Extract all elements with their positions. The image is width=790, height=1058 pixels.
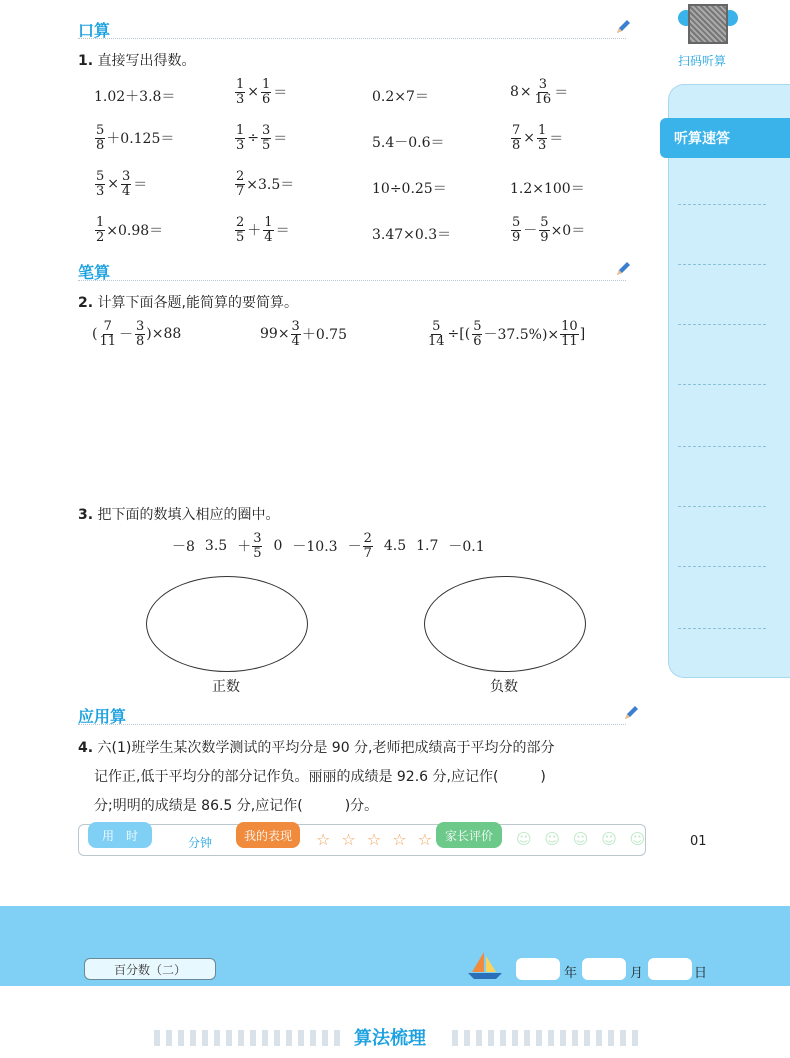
time-label: 用 时 <box>88 822 152 848</box>
chapter-label: 百分数（二） <box>84 958 216 980</box>
month-label: 月 <box>630 966 644 981</box>
scan-label[interactable]: 扫码听算 <box>678 54 727 68</box>
fraction: $\frac{1}{4}$ <box>264 215 273 245</box>
question-text: 计算下面各题,能简算的要简算。 <box>97 295 298 311</box>
expr-r4c2: $\frac{2}{5}$ ＋ $\frac{1}{4}$ ＝ <box>236 215 290 245</box>
fraction: $\frac{3}{8}$ <box>136 319 145 349</box>
answer-line[interactable] <box>678 628 766 629</box>
performance-label: 我的表现 <box>236 822 300 848</box>
q2-expr-3: $\frac{5}{14}$ ÷[( $\frac{5}{6}$ －37.5%)× $\frac{10}{11}$ ] <box>428 319 586 349</box>
fraction: $\frac{2}{5}$ <box>236 215 245 245</box>
section-title-applied: 应用算 <box>78 707 127 726</box>
fraction: $\frac{2}{7}$ <box>363 531 372 561</box>
question-number: 2. <box>78 295 94 311</box>
negative-circle[interactable] <box>424 576 586 672</box>
fraction: $\frac{7}{8}$ <box>512 123 521 153</box>
answer-line[interactable] <box>678 264 766 265</box>
sidebar-tab[interactable]: 听算速答 <box>660 118 790 158</box>
number: －0.1 <box>448 539 485 556</box>
expr-r1c2: $\frac{1}{3}$ × $\frac{1}{6}$ ＝ <box>236 77 288 107</box>
q3-number-list: －8 3.5 ＋ $\frac{3}{5}$ 0 －10.3 － $\frac{2}{7}$ 4.5 1.7 －0.1 <box>172 531 485 561</box>
number: 0 <box>273 538 283 555</box>
expr-r3c3: 10÷0.25＝ <box>372 181 447 197</box>
fraction: $\frac{5}{8}$ <box>96 123 105 153</box>
question-1 <box>78 50 196 70</box>
section-divider <box>78 38 626 39</box>
answer-line[interactable] <box>678 446 766 447</box>
answer-line[interactable] <box>678 384 766 385</box>
fraction: $\frac{3}{5}$ <box>262 123 271 153</box>
fraction: $\frac{1}{3}$ <box>538 123 547 153</box>
answer-line[interactable] <box>678 204 766 205</box>
page-number: 01 <box>690 834 707 849</box>
section-divider <box>78 724 626 725</box>
number: 1.7 <box>416 538 439 555</box>
number: －10.3 <box>292 539 338 556</box>
section-title-oral: 口算 <box>78 21 111 40</box>
question-3 <box>78 504 280 524</box>
fraction: $\frac{7}{11}$ <box>99 319 117 349</box>
question-line: 记作正,低于平均分的部分记作负。丽丽的成绩是 92.6 分,应记作( ) <box>94 769 546 785</box>
fraction: $\frac{1}{6}$ <box>262 77 271 107</box>
positive-label: 正数 <box>212 679 240 695</box>
question-2 <box>78 292 298 312</box>
section-title-written: 笔算 <box>78 263 111 282</box>
question-text: 直接写出得数。 <box>97 53 196 69</box>
positive-circle[interactable] <box>146 576 308 672</box>
number: 4.5 <box>383 538 407 555</box>
fraction: $\frac{2}{7}$ <box>236 169 245 199</box>
question-number: 3. <box>78 507 94 523</box>
q2-expr-1: ( $\frac{7}{11}$ － $\frac{3}{8}$ )×88 <box>92 319 182 349</box>
answer-line[interactable] <box>678 324 766 325</box>
question-number: 4. <box>78 740 94 756</box>
expr-r1c1: 1.02＋3.8＝ <box>94 89 176 105</box>
parent-smiles[interactable]: ☺ ☺ ☺ ☺ ☺ <box>516 830 650 848</box>
question-text: 把下面的数填入相应的圈中。 <box>97 507 280 523</box>
rating-stars[interactable]: ☆ ☆ ☆ ☆ ☆ <box>316 830 436 849</box>
fraction: $\frac{5}{3}$ <box>96 169 105 199</box>
question-line: 分;明明的成绩是 86.5 分,应记作( )分。 <box>94 798 379 814</box>
negative-label: 负数 <box>490 679 518 695</box>
fraction: $\frac{3}{16}$ <box>534 77 552 107</box>
fraction: $\frac{5}{9}$ <box>540 215 549 245</box>
answer-sidebar <box>668 84 790 678</box>
expr-r4c1: $\frac{1}{2}$ ×0.98＝ <box>96 215 164 245</box>
expr-r4c3: 3.47×0.3＝ <box>372 227 452 243</box>
fraction: $\frac{3}{4}$ <box>122 169 131 199</box>
section-divider <box>78 280 626 281</box>
expr-r4c4: $\frac{5}{9}$ － $\frac{5}{9}$ ×0＝ <box>512 215 586 245</box>
fraction: $\frac{5}{9}$ <box>512 215 521 245</box>
expr-r2c1: $\frac{5}{8}$ ＋0.125＝ <box>96 123 175 153</box>
fraction: $\frac{1}{3}$ <box>236 77 245 107</box>
fraction: $\frac{10}{11}$ <box>561 319 578 349</box>
expr-r2c3: 5.4－0.6＝ <box>372 135 445 151</box>
year-label: 年 <box>564 966 578 981</box>
day-label: 日 <box>694 966 708 981</box>
number: －8 <box>172 539 195 556</box>
decorative-strip <box>452 1030 638 1046</box>
question-number: 1. <box>78 53 94 69</box>
expr-r3c4: 1.2×100＝ <box>510 181 585 197</box>
expr-r3c1: $\frac{5}{3}$ × $\frac{3}{4}$ ＝ <box>96 169 148 199</box>
day-box[interactable] <box>648 958 692 980</box>
expr-r1c4: 8 × $\frac{3}{16}$ ＝ <box>510 77 569 107</box>
pencil-icon <box>622 704 640 722</box>
pencil-icon <box>614 18 632 36</box>
number: 3.5 <box>204 538 228 555</box>
fraction: $\frac{1}{2}$ <box>96 215 105 245</box>
year-box[interactable] <box>516 958 560 980</box>
fraction: $\frac{1}{3}$ <box>236 123 245 153</box>
sailboat-icon <box>466 950 506 980</box>
fraction: $\frac{5}{6}$ <box>473 319 482 349</box>
fraction: $\frac{3}{5}$ <box>253 531 262 561</box>
pencil-icon <box>614 260 632 278</box>
expr-r3c2: $\frac{2}{7}$ ×3.5＝ <box>236 169 295 199</box>
qr-code[interactable] <box>688 4 728 44</box>
q2-expr-2: 99× $\frac{3}{4}$ ＋0.75 <box>260 319 347 349</box>
answer-line[interactable] <box>678 506 766 507</box>
month-box[interactable] <box>582 958 626 980</box>
expr-r2c4: $\frac{7}{8}$ × $\frac{1}{3}$ ＝ <box>512 123 564 153</box>
question-4 <box>78 734 648 821</box>
fraction: $\frac{3}{4}$ <box>291 319 300 349</box>
fraction: $\frac{5}{14}$ <box>428 319 445 349</box>
minutes-label: 分钟 <box>188 836 213 850</box>
answer-line[interactable] <box>678 566 766 567</box>
question-line: 六(1)班学生某次数学测试的平均分是 90 分,老师把成绩高于平均分的部分 <box>97 740 555 756</box>
expr-r2c2: $\frac{1}{3}$ ÷ $\frac{3}{5}$ ＝ <box>236 123 288 153</box>
expr-r1c3: 0.2×7＝ <box>372 89 429 105</box>
footer-title: 算法梳理 <box>354 1028 426 1049</box>
decorative-strip <box>154 1030 340 1046</box>
parent-label: 家长评价 <box>436 822 502 848</box>
